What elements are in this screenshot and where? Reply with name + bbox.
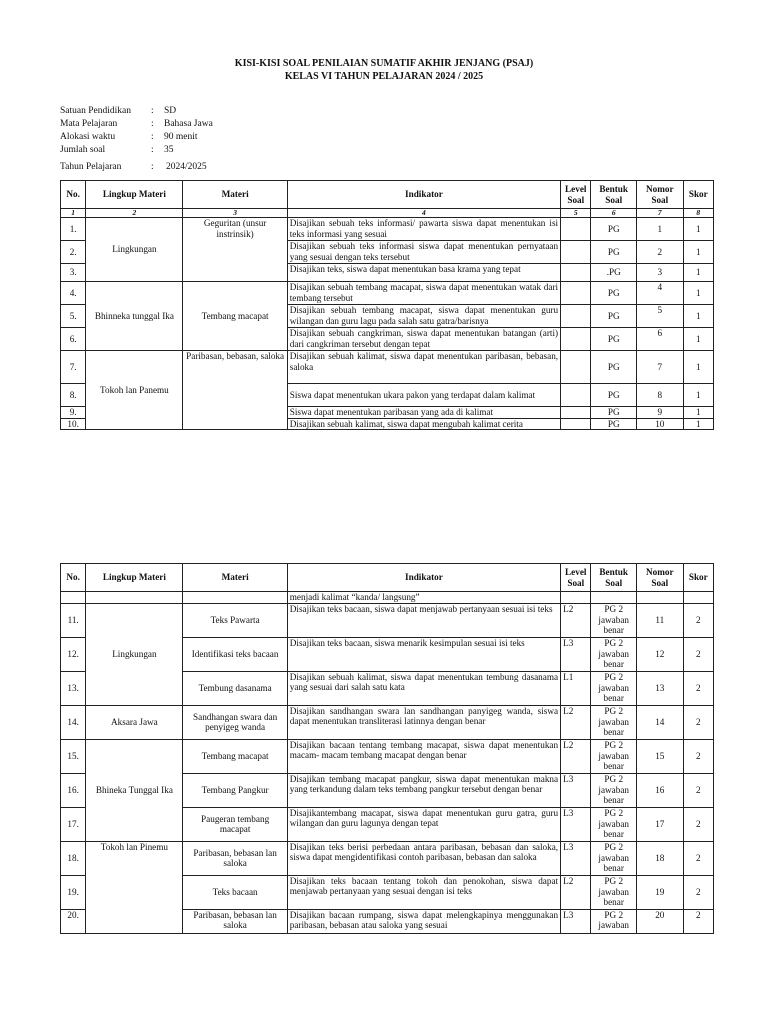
table-row [61, 218, 714, 241]
skor-cell: 2 [683, 705, 713, 739]
bentuk-cell: PG [591, 328, 637, 351]
nomor-cell: 3 [637, 264, 684, 282]
level-cell: L3 [561, 773, 591, 807]
materi-cell: Tembang macapat [183, 282, 287, 351]
nomor-cell: 2 [637, 241, 684, 264]
col-number: 1 [61, 209, 86, 218]
bentuk-cell: PG 2 jawaban benar [591, 705, 637, 739]
lingkup-cell: Tokoh lan Pinemu [86, 841, 183, 933]
col-number: 8 [683, 209, 713, 218]
col-header-materi: Materi [183, 564, 287, 592]
indikator-cell: Disajikan sebuah teks informasi/ pawarta siswa dapat menentukan isi teks informasi yang sesuai [287, 218, 560, 241]
row-no: 18. [61, 841, 86, 875]
skor-cell: 1 [683, 264, 713, 282]
row-no: 10. [61, 418, 86, 430]
document-subtitle: KELAS VI TAHUN PELAJARAN 2024 / 2025 [284, 71, 484, 82]
continuation-row [61, 592, 714, 604]
materi-cell: Teks Pawarta [183, 603, 287, 637]
skor-cell: 1 [683, 384, 713, 407]
nomor-cell: 5 [637, 305, 684, 328]
indikator-cell: Disajikan teks bacaan, siswa dapat menjawab pertanyaan sesuai isi teks [287, 603, 560, 637]
level-cell [561, 305, 591, 328]
nomor-cell: 15 [637, 739, 684, 773]
indikator-cell: Disajikan teks bacaan, siswa menarik kesimpulan sesuai isi teks [287, 637, 560, 671]
bentuk-cell: PG [591, 282, 637, 305]
row-no: 4. [61, 282, 86, 305]
nomor-cell: 14 [637, 705, 684, 739]
skor-cell: 1 [683, 407, 713, 419]
bentuk-cell: PG [591, 407, 637, 419]
indikator-cell: Disajikan sebuah kalimat, siswa dapat menentukan tembung dasanama yang sesuai dari salah satu kata [287, 671, 560, 705]
bentuk-cell: PG 2 jawaban [591, 909, 637, 933]
indikator-cell: Disajikan teks, siswa dapat menentukan basa krama yang tepat [287, 264, 560, 282]
level-cell [561, 384, 591, 407]
indikator-cell: Disajikan teks bacaan tentang tokoh dan penokohan, siswa dapat menjawab pertanyaan yang sesuai dengan isi teks [287, 875, 560, 909]
nomor-cell: 17 [637, 807, 684, 841]
row-no: 14. [61, 705, 86, 739]
document-title: KISI-KISI SOAL PENILAIAN SUMATIF AKHIR JENJANG (PSAJ) [234, 58, 534, 69]
col-header-no: No. [61, 564, 86, 592]
lingkup-cell: Lingkungan [86, 603, 183, 705]
level-cell: L2 [561, 875, 591, 909]
col-header-skor: Skor [683, 564, 713, 592]
skor-cell: 2 [683, 739, 713, 773]
skor-cell [683, 592, 713, 604]
table-row [61, 351, 714, 384]
row-no: 15. [61, 739, 86, 773]
row-no: 3. [61, 264, 86, 282]
materi-cell: Paugeran tembang macapat [183, 807, 287, 841]
skor-cell: 2 [683, 909, 713, 933]
materi-cell: Tembang macapat [183, 739, 287, 773]
nomor-cell: 7 [637, 351, 684, 384]
bentuk-cell: PG 2 jawaban benar [591, 637, 637, 671]
bentuk-cell: PG [591, 218, 637, 241]
materi-cell: Identifikasi teks bacaan [183, 637, 287, 671]
col-number: 3 [183, 209, 287, 218]
col-number: 5 [561, 209, 591, 218]
col-header-materi: Materi [183, 181, 287, 209]
lingkup-cell: Bhineka Tunggal Ika [86, 739, 183, 841]
bentuk-cell: PG 2 jawaban benar [591, 739, 637, 773]
materi-cell: Tembang Pangkur [183, 773, 287, 807]
col-number: 2 [86, 209, 183, 218]
lingkup-cell: Lingkungan [86, 218, 183, 282]
level-cell: L3 [561, 841, 591, 875]
nomor-cell: 20 [637, 909, 684, 933]
nomor-cell [637, 592, 684, 604]
table-row [61, 841, 714, 875]
row-no: 13. [61, 671, 86, 705]
indikator-cell: Disajikan sebuah tembang macapat, siswa dapat menentukan watak dari tembang tersebut [287, 282, 560, 305]
table-row [61, 705, 714, 739]
indikator-cell: Disajikan bacaan rumpang, siswa dapat melengkapinya menggunakan paribasan, bebasan atau saloka yang sesuai [287, 909, 560, 933]
nomor-cell: 9 [637, 407, 684, 419]
materi-cell: Paribasan, bebasan lan saloka [183, 909, 287, 933]
col-header-level: Level Soal [561, 181, 591, 209]
row-no: 6. [61, 328, 86, 351]
lingkup-cell: Tokoh lan Panemu [86, 351, 183, 430]
lingkup-cell: Bhinneka tunggal Ika [86, 282, 183, 351]
indikator-cell: Disajikan teks berisi perbedaan antara paribasan, bebasan dan saloka, siswa dapat mengidentifikasi contoh paribasan, bebasan dan saloka [287, 841, 560, 875]
row-no: 20. [61, 909, 86, 933]
indikator-cell: Siswa dapat menentukan paribasan yang ada di kalimat [287, 407, 560, 419]
skor-cell: 2 [683, 603, 713, 637]
row-no: 17. [61, 807, 86, 841]
bentuk-cell: PG 2 jawaban benar [591, 671, 637, 705]
level-cell [561, 592, 591, 604]
nomor-cell: 19 [637, 875, 684, 909]
col-header-lingkup: Lingkup Materi [86, 564, 183, 592]
skor-cell: 2 [683, 875, 713, 909]
col-header-indikator: Indikator [287, 564, 560, 592]
skor-cell: 2 [683, 637, 713, 671]
skor-cell: 1 [683, 351, 713, 384]
skor-cell: 2 [683, 773, 713, 807]
table-row [61, 739, 714, 773]
skor-cell: 1 [683, 305, 713, 328]
materi-cell: Teks bacaan [183, 875, 287, 909]
bentuk-cell: PG 2 jawaban benar [591, 603, 637, 637]
materi-cell [183, 592, 287, 604]
bentuk-cell: PG [591, 418, 637, 430]
skor-cell: 2 [683, 671, 713, 705]
skor-cell: 2 [683, 841, 713, 875]
skor-cell: 1 [683, 241, 713, 264]
column-number-row [61, 209, 714, 218]
level-cell [561, 282, 591, 305]
level-cell: L3 [561, 909, 591, 933]
indikator-cell: Disajikan sebuah kalimat, siswa dapat mengubah kalimat cerita [287, 418, 560, 430]
level-cell [561, 418, 591, 430]
row-no: 11. [61, 603, 86, 637]
col-number: 4 [287, 209, 560, 218]
col-header-level: Level Soal [561, 564, 591, 592]
nomor-cell: 6 [637, 328, 684, 351]
indikator-cell: Disajikan sebuah teks informasi siswa dapat menentukan pernyataan yang sesuai dengan teks tersebut [287, 241, 560, 264]
row-no: 8. [61, 384, 86, 407]
row-no: 9. [61, 407, 86, 419]
materi-cell: Tembung dasanama [183, 671, 287, 705]
grid-table-1 [60, 180, 714, 430]
bentuk-cell: PG [591, 384, 637, 407]
indikator-cell: Disajikan sebuah kalimat, siswa dapat menentukan paribasan, bebasan, saloka [287, 351, 560, 384]
materi-cell: Paribasan, bebasan lan saloka [183, 841, 287, 875]
bentuk-cell: PG 2 jawaban benar [591, 773, 637, 807]
indikator-cell: Siswa dapat menentukan ukara pakon yang terdapat dalam kalimat [287, 384, 560, 407]
nomor-cell: 10 [637, 418, 684, 430]
row-no: 1. [61, 218, 86, 241]
indikator-cell: Disajikan sebuah tembang macapat, siswa dapat menentukan guru wilangan dan guru lagu pada salah satu gatra/barisnya [287, 305, 560, 328]
col-number: 7 [637, 209, 684, 218]
nomor-cell: 4 [637, 282, 684, 305]
bentuk-cell: PG [591, 351, 637, 384]
level-cell [561, 218, 591, 241]
col-header-skor: Skor [683, 181, 713, 209]
skor-cell: 1 [683, 418, 713, 430]
nomor-cell: 12 [637, 637, 684, 671]
row-no: 12. [61, 637, 86, 671]
level-cell: L3 [561, 637, 591, 671]
lingkup-cell [86, 592, 183, 604]
col-header-lingkup: Lingkup Materi [86, 181, 183, 209]
indikator-cell: Disajikantembang macapat, siswa dapat menentukan guru gatra, guru wilangan dan guru lagunya dengan tepat [287, 807, 560, 841]
level-cell: L3 [561, 807, 591, 841]
level-cell: L1 [561, 671, 591, 705]
row-no: 2. [61, 241, 86, 264]
col-header-nomor: Nomor Soal [637, 181, 684, 209]
bentuk-cell: .PG [591, 264, 637, 282]
level-cell: L2 [561, 705, 591, 739]
level-cell [561, 264, 591, 282]
level-cell [561, 328, 591, 351]
row-no: 7. [61, 351, 86, 384]
bentuk-cell: PG [591, 305, 637, 328]
nomor-cell: 11 [637, 603, 684, 637]
skor-cell: 1 [683, 328, 713, 351]
grid-table-2 [60, 563, 714, 934]
nomor-cell: 8 [637, 384, 684, 407]
col-header-nomor: Nomor Soal [637, 564, 684, 592]
row-no [61, 592, 86, 604]
skor-cell: 1 [683, 282, 713, 305]
indikator-cell: Disajikan tembang macapat pangkur, siswa dapat menentukan makna yang terkandung dalam teks tembang pangkur tersebut dengan benar [287, 773, 560, 807]
materi-cell: Sandhangan swara dan penyigeg wanda [183, 705, 287, 739]
materi-cell: Geguritan (unsur instrinsik) [183, 218, 287, 282]
level-cell [561, 407, 591, 419]
col-header-bentuk: Bentuk Soal [591, 181, 637, 209]
indikator-cell: Disajikan sandhangan swara lan sandhangan panyigeg wanda, siswa dapat menentukan transliterasi latinnya dengan benar [287, 705, 560, 739]
header-row [61, 181, 714, 209]
row-no: 19. [61, 875, 86, 909]
level-cell [561, 351, 591, 384]
header-row [61, 564, 714, 592]
bentuk-cell: PG [591, 241, 637, 264]
nomor-cell: 16 [637, 773, 684, 807]
table-row [61, 282, 714, 305]
bentuk-cell: PG 2 jawaban benar [591, 841, 637, 875]
skor-cell: 1 [683, 218, 713, 241]
bentuk-cell: PG 2 jawaban benar [591, 807, 637, 841]
level-cell [561, 241, 591, 264]
nomor-cell: 18 [637, 841, 684, 875]
col-number: 6 [591, 209, 637, 218]
lingkup-cell: Aksara Jawa [86, 705, 183, 739]
bentuk-cell: PG 2 jawaban benar [591, 875, 637, 909]
row-no: 16. [61, 773, 86, 807]
col-header-no: No. [61, 181, 86, 209]
indikator-cell: Disajikan bacaan tentang tembang macapat, siswa dapat menentukan macam- macam tembang macapat dengan benar [287, 739, 560, 773]
row-no: 5. [61, 305, 86, 328]
level-cell: L2 [561, 739, 591, 773]
table-row [61, 603, 714, 637]
nomor-cell: 13 [637, 671, 684, 705]
col-header-indikator: Indikator [287, 181, 560, 209]
indikator-cell: menjadi kalimat “kanda/ langsung” [287, 592, 560, 604]
bentuk-cell [591, 592, 637, 604]
skor-cell: 2 [683, 807, 713, 841]
indikator-cell: Disajikan sebuah cangkriman, siswa dapat menentukan batangan (arti) dari cangkriman tersebut dengan tepat [287, 328, 560, 351]
materi-cell: Paribasan, bebasan, saloka [183, 351, 287, 430]
level-cell: L2 [561, 603, 591, 637]
col-header-bentuk: Bentuk Soal [591, 564, 637, 592]
nomor-cell: 1 [637, 218, 684, 241]
